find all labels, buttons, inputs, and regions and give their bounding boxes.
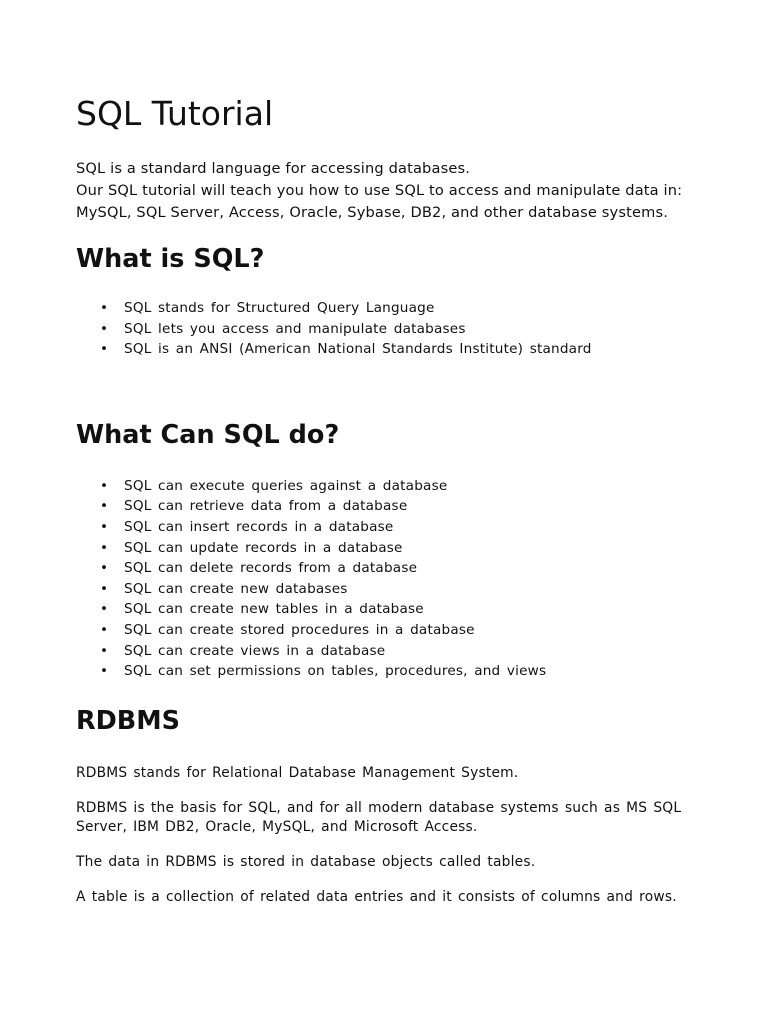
list-item: • SQL can create new databases (76, 579, 706, 600)
list-item: • SQL is an ANSI (American National Standards Institute) standard (76, 339, 706, 360)
intro-line-2: Our SQL tutorial will teach you how to use SQL to access and manipulate data in: MySQL, SQL Server, Access, Oracle, Sybase, DB2, and other database systems. (76, 182, 683, 221)
rdbms-paragraph: RDBMS is the basis for SQL, and for all modern database systems such as MS SQL Server, IBM DB2, Oracle, MySQL, and Microsoft Access. (76, 799, 682, 835)
heading-what-can-sql-do: What Can SQL do? (76, 419, 340, 450)
list-item: • SQL lets you access and manipulate databases (76, 319, 706, 340)
list-item: • SQL can delete records from a database (76, 558, 706, 579)
intro-section (76, 158, 706, 224)
list-item: • SQL can retrieve data from a database (76, 496, 706, 517)
heading-rdbms: RDBMS (76, 705, 180, 736)
page-title: SQL Tutorial (76, 94, 274, 133)
document-page (76, 92, 706, 923)
list-item: • SQL can create views in a database (76, 641, 706, 662)
what-can-sql-do-list (76, 476, 706, 682)
rdbms-paragraph: The data in RDBMS is stored in database objects called tables. (76, 853, 536, 870)
list-item: • SQL can update records in a database (76, 538, 706, 559)
list-item: • SQL can set permissions on tables, procedures, and views (76, 661, 706, 682)
rdbms-paragraph: A table is a collection of related data entries and it consists of columns and rows. (76, 888, 677, 905)
intro-line-1: SQL is a standard language for accessing databases. (76, 160, 470, 177)
list-item: • SQL stands for Structured Query Language (76, 298, 706, 319)
heading-what-is-sql: What is SQL? (76, 244, 265, 274)
list-item: • SQL can create stored procedures in a database (76, 620, 706, 641)
rdbms-paragraph: RDBMS stands for Relational Database Management System. (76, 764, 519, 781)
list-item: • SQL can insert records in a database (76, 517, 706, 538)
list-item: • SQL can execute queries against a database (76, 476, 706, 497)
rdbms-section (76, 764, 706, 907)
what-is-sql-list (76, 298, 706, 360)
list-item: • SQL can create new tables in a database (76, 599, 706, 620)
